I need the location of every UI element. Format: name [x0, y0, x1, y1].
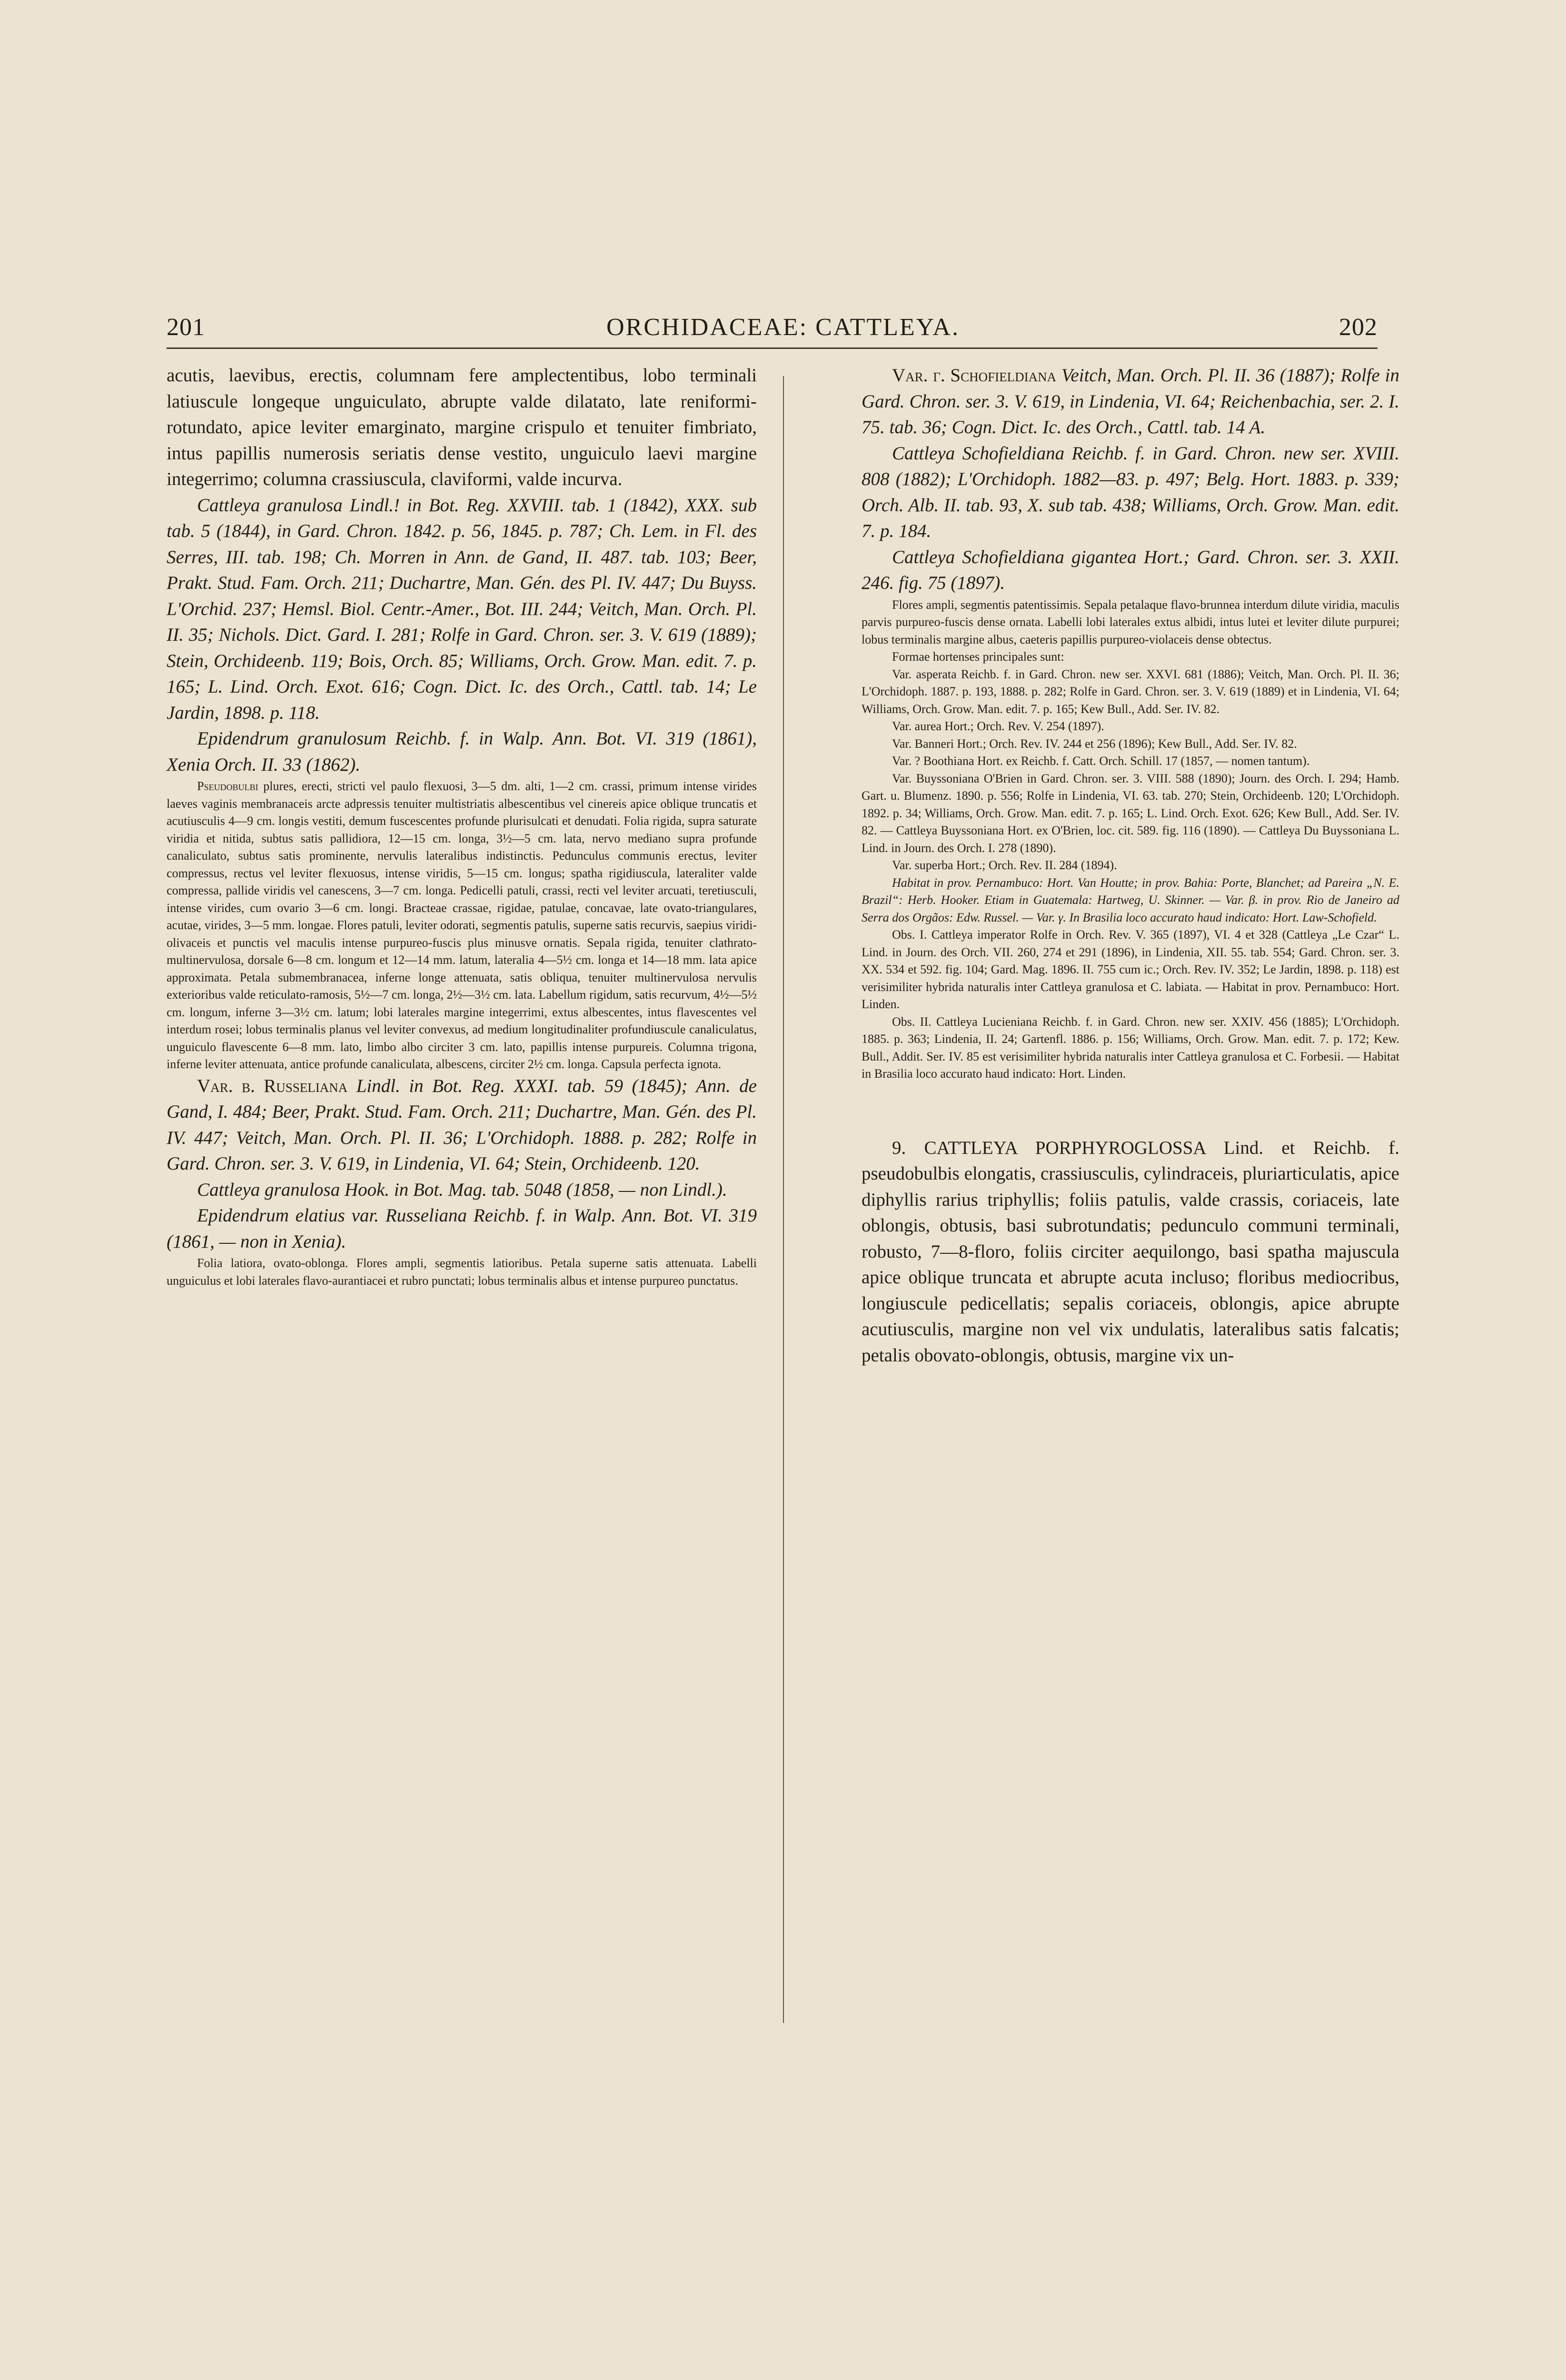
description-continued: acutis, laevibus, erectis, columnam fere amplectentibus, lobo terminali latiuscule longeque unguiculato, abrupte valde dilatato, late reniformi-rotundato, apice leviter emarginato, margine crispulo et tenuiter fimbriato, intus papillis numerosis seriatis dense vestito, unguiculo laevi margine integerrimo; columna crassiuscula, claviformi, valde incurva.	[167, 365, 757, 489]
forma-buyssoniana: Var. Buyssoniana O'Brien in Gard. Chron. ser. 3. VIII. 588 (1890); Journ. des Orch. I. 294; Hamb. Gart. u. Blumenz. 1890. p. 556; Rolfe in Lindenia, VI. 63. tab. 270; Stein, Orchideenb. 120; L'Orchidoph. 1892. p. 34; Williams, Orch. Grow. Man. edit. 7. p. 165; L. Lind. Orch. Exot. 626; Kew Bull., Add. Ser. IV. 82. — Cattleya Buyssoniana Hort. ex O'Brien, loc. cit. 589. fig. 116 (1890). — Cattleya Du Buyssoniana L. Lind. in Journ. des Orch. I. 278 (1890).	[862, 771, 1399, 855]
variety-gamma-label: Var. γ. Schofieldiana	[892, 365, 1057, 386]
forma-superba: Var. superba Hort.; Orch. Rev. II. 284 (1894).	[892, 858, 1117, 872]
header-rule	[167, 347, 1378, 349]
species-9	[862, 1135, 1399, 1369]
variety-beta-synonym-2: Epidendrum elatius var. Russeliana Reichb. f. in Walp. Ann. Bot. VI. 319 (1861, — non in Xenia).	[167, 1205, 757, 1252]
variety-beta	[167, 1073, 757, 1177]
right-page-number: 202	[1339, 314, 1378, 341]
forma-aurea: Var. aurea Hort.; Orch. Rev. V. 254 (1897).	[892, 719, 1104, 733]
variety-beta-refs: Lindl. in Bot. Reg. XXXI. tab. 59 (1845); Ann. de Gand, I. 484; Beer, Prakt. Stud. Fam. Orch. 211; Duchartre, Man. Gén. des Pl. IV. 447; Veitch, Man. Orch. Pl. II. 36; L'Orchidoph. 1888. p. 282; Rolfe in Gard. Chron. ser. 3. V. 619, in Lindenia, VI. 64; Stein, Orchideenb. 120.	[167, 1075, 757, 1174]
forma-banneri: Var. Banneri Hort.; Orch. Rev. IV. 244 et 256 (1896); Kew Bull., Add. Ser. IV. 82.	[892, 736, 1297, 751]
synonymy-epidendrum-granulosum: Epidendrum granulosum Reichb. f. in Walp. Ann. Bot. VI. 319 (1861), Xenia Orch. II. 33 (1862).	[167, 728, 757, 775]
running-title: ORCHIDACEAE: CATTLEYA.	[606, 314, 960, 341]
variety-beta-description: Folia latiora, ovato-oblonga. Flores ampli, segmentis latioribus. Petala superne satis attenuata. Labelli unguiculus et lobi laterales flavo-aurantiacei et rubro punctati; lobus terminalis albus et intense purpureo punctatus.	[167, 1256, 757, 1288]
description-body: plures, erecti, stricti vel paulo flexuosi, 3—5 dm. alti, 1—2 cm. crassi, primum intense virides laeves vaginis membranaceis arcte adpressis tenuiter multistriatis albescentibus vel cinereis apice oblique truncatis et acutiusculis 4—9 cm. longis vestiti, demum fuscescentes profunde plurisulcati et denudati. Folia rigida, supra saturate viridia et nitida, subtus satis pallidiora, 12—15 cm. longa, 3½—5 cm. lata, nervo mediano supra profunde canaliculato, subtus satis prominente, nervulis lateralibus indistinctis. Pedunculus communis erectus, leviter compressus, rectus vel leviter flexuosus, intense viridis, 5—15 cm. longus; spatha rigidiuscula, lateraliter valde compressa, pallide viridis vel canescens, 3—7 cm. longa. Pedicelli patuli, crassi, recti vel leviter arcuati, teretiusculi, intense virides, cum ovario 3—6 cm. longi. Bracteae crassae, rigidae, patulae, concavae, late ovato-triangulares, acutae, virides, 3—5 mm. longae. Flores patuli, leviter odorati, segmentis patulis, superne satis recurvis, saepius viridi-olivaceis et punctis vel maculis intense purpureo-fuscis plus minusve ornatis. Sepala rigida, tenuiter clathrato-multinervulosa, dorsale 6—8 cm. longum et 12—14 mm. latum, lateralia 4—5½ cm. longa et 14—18 mm. lata apice approximata. Petala submembranacea, inferne longe attenuata, satis obliqua, tenuiter multinervulosa nervulis exterioribus valde reticulato-ramosis, 5½—7 cm. longa, 2½—3½ cm. lata. Labellum rigidum, satis recurvum, 4½—5½ cm. longum, inferne 3—3½ cm. latum; lobi laterales margine integerrimi, extus albescentes, intus flavescentes vel interdum rosei; lobus terminalis planus vel leviter convexus, ad medium longitudinaliter profundiuscule canaliculatus, unguiculo flavescente 6—8 mm. lato, limbo albo circiter 3 cm. lato, papillis intense purpureis. Columna trigona, inferne leviter attenuata, antice profunde canaliculata, albescens, circiter 2½ cm. longa. Capsula perfecta ignota.	[167, 779, 757, 1071]
variety-gamma	[862, 363, 1399, 441]
variety-gamma-description: Flores ampli, segmentis patentissimis. Sepala petalaque flavo-brunnea interdum dilute viridia, maculis parvis purpureo-fuscis dense ornata. Labelli lobi laterales extus albidi, intus lutei et leviter dilute purpurei; lobus terminalis margine albus, caeteris papillis purpureo-violaceis dense obtectus.	[862, 597, 1399, 646]
description-lead: Pseudobulbi	[197, 779, 258, 793]
species-9-diagnosis: pseudobulbis elongatis, crassiusculis, cylindraceis, pluriarticulatis, apice diphyllis rarius triphyllis; foliis patulis, valde crassis, coriaceis, late oblongis, obtusis, basi subrotundatis; pedunculo communi terminali, robusto, 7—8-floro, foliis circiter aequilongo, basi spatha majuscula apice oblique truncata et abrupte acuta incluso; floribus mediocribus, longiuscule pedicellatis; sepalis coriaceis, oblongis, apice abrupte acutiusculis, margine non vel vix undulatis, lateralibus satis falcatis; petalis obovato-oblongis, obtusis, margine vix un-	[862, 1163, 1399, 1366]
right-column	[862, 363, 1399, 1368]
variety-beta-label: Var. β. Russeliana	[197, 1075, 348, 1096]
detailed-description	[167, 778, 757, 1073]
variety-gamma-refs: Veitch, Man. Orch. Pl. II. 36 (1887); Rolfe in Gard. Chron. ser. 3. V. 619, in Lindenia, VI. 64; Reichenbachia, ser. 2. I. 75. tab. 36; Cogn. Dict. Ic. des Orch., Cattl. tab. 14 A.	[862, 365, 1399, 437]
forma-boothiana: Var. ? Boothiana Hort. ex Reichb. f. Catt. Orch. Schill. 17 (1857, — nomen tantum).	[892, 754, 1310, 768]
formae-intro: Formae hortenses principales sunt:	[892, 650, 1064, 664]
variety-beta-synonym-1: Cattleya granulosa Hook. in Bot. Mag. tab. 5048 (1858, — non Lindl.).	[197, 1179, 727, 1200]
left-page-number: 201	[167, 314, 205, 341]
species-9-heading: 9. CATTLEYA PORPHYROGLOSSA Lind. et Reichb. f.	[892, 1137, 1399, 1158]
observation-1: Obs. I. Cattleya imperator Rolfe in Orch. Rev. V. 365 (1897), VI. 4 et 328 (Cattleya „Le Czar“ L. Lind. in Journ. des Orch. VII. 260, 274 et 291 (1896), in Lindenia, XII. 55. tab. 554; Gard. Chron. ser. 3. XX. 534 et 592. fig. 104; Gard. Mag. 1896. II. 755 cum ic.; Orch. Rev. IV. 352; Le Jardin, 1898. p. 118) est verisimiliter hybrida naturalis inter Cattleya granulosa et C. labiata. — Habitat in prov. Pernambuco: Hort. Linden.	[862, 928, 1399, 1011]
left-column	[167, 363, 757, 1289]
variety-gamma-synonym-1: Cattleya Schofieldiana Reichb. f. in Gard. Chron. new ser. XVIII. 808 (1882); L'Orchidoph. 1882—83. p. 497; Belg. Hort. 1883. p. 339; Orch. Alb. II. tab. 93, X. sub tab. 438; Williams, Orch. Grow. Man. edit. 7. p. 184.	[862, 443, 1399, 541]
observation-2: Obs. II. Cattleya Lucieniana Reichb. f. in Gard. Chron. new ser. XXIV. 456 (1885); L'Orchidoph. 1885. p. 363; Lindenia, II. 24; Gartenfl. 1886. p. 156; Williams, Orch. Grow. Man. edit. 7. p. 172; Kew. Bull., Addit. Ser. IV. 85 est verisimiliter hybrida naturalis inter Cattleya granulosa et C. Forbesii. — Habitat in Brasilia loco accurato haud indicato: Hort. Linden.	[862, 1014, 1399, 1081]
column-divider	[783, 376, 784, 2023]
variety-gamma-synonym-2: Cattleya Schofieldiana gigantea Hort.; Gard. Chron. ser. 3. XXII. 246. fig. 75 (1897).	[862, 546, 1399, 593]
synonymy-cattleya-granulosa: Cattleya granulosa Lindl.! in Bot. Reg. XXVIII. tab. 1 (1842), XXX. sub tab. 5 (1844), in Gard. Chron. 1842. p. 56, 1845. p. 787; Ch. Lem. in Fl. des Serres, III. tab. 198; Ch. Morren in Ann. de Gand, II. 487. tab. 103; Beer, Prakt. Stud. Fam. Orch. 211; Duchartre, Man. Gén. des Pl. IV. 447; Du Buyss. L'Orchid. 237; Hemsl. Biol. Centr.-Amer., Bot. III. 244; Veitch, Man. Orch. Pl. II. 35; Nichols. Dict. Gard. I. 281; Rolfe in Gard. Chron. ser. 3. V. 619 (1889); Stein, Orchideenb. 119; Bois, Orch. 85; Williams, Orch. Grow. Man. edit. 7. p. 165; L. Lind. Orch. Exot. 616; Cogn. Dict. Ic. des Orch., Cattl. tab. 14; Le Jardin, 1898. p. 118.	[167, 495, 757, 723]
forma-asperata: Var. asperata Reichb. f. in Gard. Chron. new ser. XXVI. 681 (1886); Veitch, Man. Orch. Pl. II. 36; L'Orchidoph. 1887. p. 193, 1888. p. 282; Rolfe in Gard. Chron. ser. 3. V. 619 (1889) et in Lindenia, VI. 64; Williams, Orch. Grow. Man. edit. 7. p. 165; Kew Bull., Add. Ser. IV. 82.	[862, 667, 1399, 716]
habitat: Habitat in prov. Pernambuco: Hort. Van Houtte; in prov. Bahia: Porte, Blanchet; ad Pareira „N. E. Brazil“: Herb. Hooker. Etiam in Guatemala: Hartweg, U. Skinner. — Var. β. in prov. Rio de Janeiro ad Serra dos Orgãos: Edw. Russel. — Var. γ. In Brasilia loco accurato haud indicato: Hort. Law-Schofield.	[862, 875, 1399, 924]
